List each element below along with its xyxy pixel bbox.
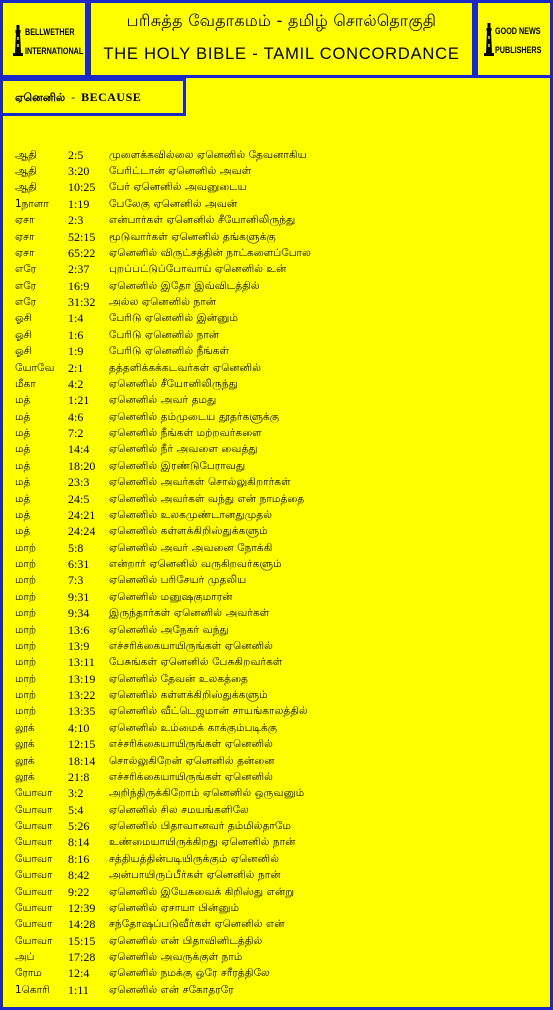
verse-row (15, 900, 545, 916)
verse-book: ஏசா (15, 246, 35, 259)
verse-ref: 13:6 (68, 622, 90, 637)
verse-text: ஏனெனில் உலகமுண்டானதுமுதல் (109, 508, 273, 521)
verse-row (15, 933, 545, 949)
verse-text: என்பார்கள் ஏனெனில் சீயோனிலிருந்து (109, 214, 296, 227)
verse-book: மத் (15, 492, 31, 505)
verse-row (15, 425, 545, 441)
verse-row (15, 704, 545, 720)
verse-row (15, 245, 545, 261)
verse-row (15, 507, 545, 523)
verse-ref: 3:2 (68, 786, 84, 801)
bellwether-logo-box (0, 0, 88, 78)
verse-book: மாற் (15, 623, 37, 636)
verse-book: ஓசி (15, 345, 33, 358)
verse-row (15, 835, 545, 851)
verse-text: உண்மையாயிருக்கிறது ஏனெனில் நான் (109, 836, 296, 849)
verse-text: ஏனெனில் அவர் அவனை நோக்கி (109, 541, 273, 554)
verse-text: பேரிட்டான் ஏனெனில் அவள் (109, 165, 252, 178)
verse-book: மாற் (15, 705, 37, 718)
verse-row (15, 376, 545, 392)
verse-text: ஏனெனில் பிதாவானவர் தம்மில்தாமே (109, 820, 292, 833)
verse-book: யோவா (15, 918, 53, 931)
verse-text: ஏனெனில் அவர் தமது (109, 394, 217, 407)
tower-icon (13, 25, 23, 59)
verse-row (15, 196, 545, 212)
verse-ref: 1:6 (68, 327, 84, 342)
verse-text: ஏனெனில் தேவன் உலகத்தை (109, 672, 248, 685)
title-box (88, 0, 475, 78)
verse-book: யோவா (15, 869, 53, 882)
verse-text: ஏனெனில் நீங்கள் மற்றவர்களை (109, 427, 262, 440)
verse-book: யோவா (15, 934, 53, 947)
verse-text: ஏனெனில் வீட்டெஜமான் சாயங்காலத்தில் (109, 705, 308, 718)
verse-row (15, 344, 545, 360)
verse-text: எச்சரிக்கையாயிருங்கள் ஏனெனில் (109, 639, 273, 652)
verse-ref: 1:9 (68, 344, 84, 359)
verse-ref: 7:2 (68, 426, 84, 441)
verse-book: மாற் (15, 672, 37, 685)
verse-book: லூக் (15, 738, 35, 751)
verse-text: ஏனெனில் அவர்கள் சொல்லுகிறார்கள் (109, 476, 291, 489)
verse-text: ஏனெனில் கள்ளக்கிறிஸ்துக்களும் (109, 689, 268, 702)
verse-text: எச்சரிக்கையாயிருங்கள் ஏனெனில் (109, 770, 273, 783)
verse-ref: 8:14 (68, 835, 90, 850)
verse-row (15, 442, 545, 458)
verse-ref: 13:19 (68, 671, 96, 686)
verse-row (15, 638, 545, 654)
bellwether-line2: INTERNATIONAL (25, 46, 84, 56)
verse-ref: 12:4 (68, 966, 90, 981)
title-tamil: பரிசுத்த வேதாகமம் - தமிழ் சொல்தொகுதி (126, 11, 437, 30)
verse-ref: 2:37 (68, 262, 90, 277)
good-news-logo-box (475, 0, 553, 78)
verse-row (15, 884, 545, 900)
verse-ref: 13:35 (68, 704, 96, 719)
verse-book: மத் (15, 459, 31, 472)
verse-row (15, 475, 545, 491)
verse-book: ஆதி (15, 148, 37, 161)
verse-ref: 9:34 (68, 606, 90, 621)
verse-book: மத் (15, 443, 31, 456)
verse-row (15, 491, 545, 507)
verse-ref: 7:3 (68, 573, 84, 588)
verse-book: 1கொரி (15, 983, 50, 996)
verse-ref: 5:26 (68, 819, 90, 834)
verse-text: மூடுவார்கள் ஏனெனில் தங்களுக்கு (109, 230, 276, 243)
verse-book: மாற் (15, 689, 37, 702)
good-news-line1: GOOD NEWS (495, 26, 541, 36)
verse-row (15, 606, 545, 622)
verse-book: யோவா (15, 901, 53, 914)
verse-text: என்றார் ஏனெனில் வருகிறவர்களும் (109, 558, 282, 571)
verse-book: மாற் (15, 574, 37, 587)
verse-row (15, 737, 545, 753)
verse-text: அல்ல ஏனெனில் நான் (109, 296, 217, 309)
verse-text: ஏனெனில் விருட்சத்தின் நாட்களைப்போல (109, 246, 311, 259)
verse-text: ஏனெனில் இரண்டுபேராவது (109, 459, 246, 472)
verse-row (15, 294, 545, 310)
verse-book: யோவா (15, 787, 53, 800)
verse-text: புறப்பட்டுப்போவாய் ஏனெனில் உன் (109, 263, 287, 276)
verse-text: ஏனெனில் ஏசாயா பின்னும் (109, 901, 240, 914)
verse-book: மாற் (15, 656, 37, 669)
verse-ref: 12:39 (68, 900, 96, 915)
verse-row (15, 229, 545, 245)
verse-book: மத் (15, 476, 31, 489)
verse-book: ஆதி (15, 165, 37, 178)
verse-row (15, 622, 545, 638)
verse-row (15, 687, 545, 703)
verse-book: மாற் (15, 590, 37, 603)
verse-text: ஏனெனில் மனுஷகுமாரன் (109, 590, 233, 603)
verse-text: ஏனெனில் தம்முடைய தூதர்களுக்கு (109, 410, 280, 423)
verse-book: யோவா (15, 836, 53, 849)
verse-row (15, 818, 545, 834)
verse-ref: 3:20 (68, 164, 90, 179)
verse-ref: 13:11 (68, 655, 95, 670)
verse-text: ஏனெனில் அவர்கள் வந்து என் நாமத்தை (109, 492, 305, 505)
verse-row (15, 769, 545, 785)
verse-book: லூக் (15, 770, 35, 783)
verse-text: எச்சரிக்கையாயிருங்கள் ஏனெனில் (109, 738, 273, 751)
verse-book: ஓசி (15, 328, 33, 341)
verse-ref: 5:4 (68, 802, 84, 817)
verse-text: ஏனெனில் உம்மைக் காக்கும்படிக்கு (109, 721, 278, 734)
verse-row (15, 655, 545, 671)
verse-ref: 13:22 (68, 688, 96, 703)
verse-text: முளைக்கவில்லை ஏனெனில் தேவனாகிய (109, 148, 307, 161)
verse-row (15, 524, 545, 540)
verse-text: பேரிடு ஏனெனில் நீங்கள் (109, 345, 230, 358)
tower-icon (484, 23, 494, 59)
word-tamil: ஏனெனில் (15, 91, 66, 104)
verse-ref: 12:15 (68, 737, 96, 752)
verse-book: எரே (15, 263, 37, 276)
verse-ref: 4:10 (68, 720, 90, 735)
verse-ref: 10:25 (68, 180, 96, 195)
verse-book: யோவா (15, 885, 53, 898)
verse-ref: 13:9 (68, 638, 90, 653)
verse-ref: 18:14 (68, 753, 96, 768)
verse-row (15, 802, 545, 818)
verse-ref: 1:19 (68, 196, 90, 211)
verse-row (15, 180, 545, 196)
verse-ref: 2:5 (68, 147, 84, 162)
verse-ref: 8:42 (68, 868, 90, 883)
verse-book: ஏசா (15, 214, 35, 227)
verse-row (15, 786, 545, 802)
verse-text: ஏனெனில் சீயோனிலிருந்து (109, 377, 238, 390)
verse-ref: 9:22 (68, 884, 90, 899)
verse-row (15, 753, 545, 769)
verse-text: பேலேகு ஏனெனில் அவன் (109, 197, 238, 210)
verse-ref: 9:31 (68, 589, 90, 604)
verse-text: தத்தளிக்கக்கடவர்கள் ஏனெனில் (109, 361, 262, 374)
verse-ref: 21:8 (68, 769, 90, 784)
verse-row (15, 393, 545, 409)
word-box (0, 78, 186, 116)
verse-row (15, 589, 545, 605)
word-heading (15, 90, 141, 106)
verse-book: ஆதி (15, 181, 37, 194)
verse-list (15, 147, 545, 999)
verse-book: எரே (15, 279, 37, 292)
verse-book: மத் (15, 525, 31, 538)
verse-row (15, 917, 545, 933)
verse-row (15, 540, 545, 556)
verse-text: ஏனெனில் நமக்கு ஒரே சரீரத்திலே (109, 967, 270, 980)
verse-ref: 24:24 (68, 524, 96, 539)
verse-row (15, 982, 545, 998)
verse-text: அன்பாயிருப்பீர்கள் ஏனெனில் நான் (109, 869, 281, 882)
verse-book: மத் (15, 427, 31, 440)
verse-text: பேரிடு ஏனெனில் இன்னும் (109, 312, 239, 325)
verse-ref: 5:8 (68, 540, 84, 555)
verse-ref: 1:4 (68, 311, 84, 326)
verse-ref: 23:3 (68, 475, 90, 490)
verse-row (15, 556, 545, 572)
verse-text: சந்தோஷப்படுவீர்கள் ஏனெனில் என் (109, 918, 285, 931)
verse-ref: 52:15 (68, 229, 96, 244)
bellwether-line1: BELLWETHER (25, 27, 75, 37)
verse-row (15, 147, 545, 163)
verse-text: பேசுங்கள் ஏனெனில் பேசுகிறவர்கள் (109, 656, 283, 669)
verse-row (15, 671, 545, 687)
word-separator: - (71, 91, 76, 104)
verse-ref: 15:15 (68, 933, 96, 948)
verse-text: ஏனெனில் இதோ இவ்விடத்தில் (109, 279, 260, 292)
verse-book: மத் (15, 508, 31, 521)
word-english: BECAUSE (81, 90, 142, 104)
verse-ref: 18:20 (68, 458, 96, 473)
verse-text: இருந்தார்கள் ஏனெனில் அவர்கள் (109, 607, 270, 620)
verse-text: சத்தியத்தின்படியிருக்கும் ஏனெனில் (109, 852, 280, 865)
verse-ref: 14:4 (68, 442, 90, 457)
verse-ref: 14:28 (68, 917, 96, 932)
verse-book: லூக் (15, 754, 35, 767)
verse-text: ஏனெனில் இயேசுவைக் கிறிஸ்து என்று (109, 885, 295, 898)
verse-row (15, 966, 545, 982)
verse-book: மாற் (15, 558, 37, 571)
bellwether-logo (13, 25, 98, 59)
verse-book: எரே (15, 296, 37, 309)
verse-text: சொல்லுகிறேன் ஏனெனில் தன்னை (109, 754, 275, 767)
verse-ref: 65:22 (68, 245, 96, 260)
good-news-logo (484, 23, 553, 59)
verse-book: மாற் (15, 607, 37, 620)
verse-book: ஏசா (15, 230, 35, 243)
verse-book: மாற் (15, 541, 37, 554)
verse-text: ஏனெனில் என் சகோதரரே (109, 983, 234, 996)
verse-text: ஏனெனில் அவருக்குள் நாம் (109, 951, 243, 964)
verse-ref: 16:9 (68, 278, 90, 293)
verse-book: லூக் (15, 721, 35, 734)
verse-ref: 31:32 (68, 295, 96, 310)
verse-text: ஏனெனில் என் பிதாவினிடத்தில் (109, 934, 263, 947)
verse-ref: 1:21 (68, 393, 90, 408)
verse-ref: 6:31 (68, 557, 90, 572)
verse-text: ஏனெனில் கள்ளக்கிறிஸ்துக்களும் (109, 525, 268, 538)
verse-text: ஏனெனில் பரிசேயர் முதலிய (109, 574, 247, 587)
title-english: THE HOLY BIBLE - TAMIL CONCORDANCE (103, 45, 460, 63)
verse-book: மாற் (15, 639, 37, 652)
verse-text: பேர் ஏனெனில் அவனுடைய (109, 181, 247, 194)
verse-row (15, 720, 545, 736)
verse-row (15, 327, 545, 343)
verse-ref: 24:21 (68, 507, 96, 522)
verse-row (15, 573, 545, 589)
verse-row (15, 868, 545, 884)
verse-row (15, 458, 545, 474)
verse-book: யோவா (15, 803, 53, 816)
verse-book: மத் (15, 394, 31, 407)
verse-ref: 17:28 (68, 950, 96, 965)
verse-ref: 4:2 (68, 376, 84, 391)
verse-row (15, 949, 545, 965)
verse-book: ஓசி (15, 312, 33, 325)
verse-text: ஏனெனில் அநேகர் வந்து (109, 623, 229, 636)
verse-book: யோவா (15, 820, 53, 833)
good-news-line2: PUBLISHERS (495, 45, 542, 55)
verse-text: அறிந்திருக்கிறோம் ஏனெனில் ஒருவனும் (109, 787, 305, 800)
verse-book: யோவா (15, 852, 53, 865)
verse-row (15, 163, 545, 179)
verse-ref: 2:1 (68, 360, 84, 375)
verse-ref: 1:11 (68, 982, 89, 997)
verse-book: ரோம (15, 967, 42, 980)
verse-book: மீகா (15, 377, 36, 390)
verse-book: யோவே (15, 361, 55, 374)
verse-row (15, 278, 545, 294)
verse-book: 1நாளா (15, 197, 49, 210)
verse-book: மத் (15, 410, 31, 423)
verse-ref: 2:3 (68, 213, 84, 228)
verse-row (15, 213, 545, 229)
verse-text: ஏனெனில் நீர் அவளை வைத்து (109, 443, 258, 456)
verse-book: அப் (15, 951, 35, 964)
verse-text: ஏனெனில் சில சமயங்களிலே (109, 803, 249, 816)
verse-row (15, 360, 545, 376)
verse-ref: 8:16 (68, 851, 90, 866)
verse-text: பேரிடு ஏனெனில் நான் (109, 328, 220, 341)
verse-ref: 24:5 (68, 491, 90, 506)
verse-row (15, 311, 545, 327)
verse-ref: 4:6 (68, 409, 84, 424)
verse-row (15, 262, 545, 278)
verse-row (15, 409, 545, 425)
verse-row (15, 851, 545, 867)
